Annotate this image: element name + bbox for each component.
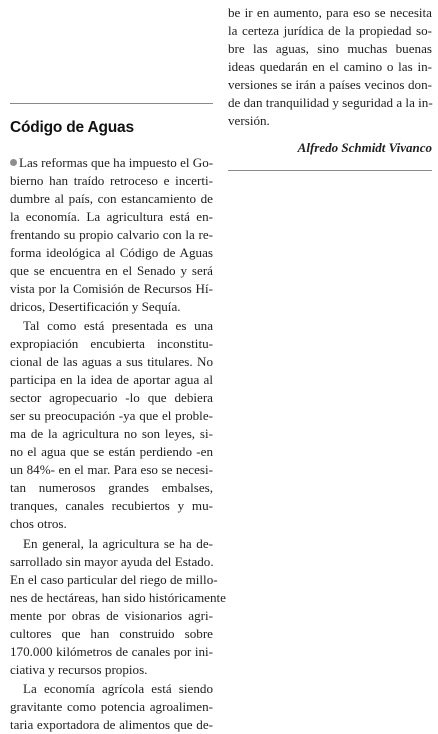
author-signature: Alfredo Schmidt Vivanco	[297, 140, 432, 155]
body-line: chos otros.	[10, 516, 67, 531]
top-rule-left	[10, 103, 213, 104]
body-line: mente por obras de visionarios agri-	[10, 608, 213, 623]
body-line: cional de las aguas a sus titulares. No	[10, 354, 213, 369]
body-line: dricos, Desertificación y Sequía.	[10, 299, 181, 314]
body-line: un 84%- en el mar. Para eso se necesi-	[10, 462, 213, 477]
body-line: bierno han traído retroceso e incerti-	[10, 173, 213, 188]
body-line: vista por la Comisión de Recursos Hí-	[10, 281, 213, 296]
body-line: la certeza jurídica de la propiedad so-	[228, 23, 432, 38]
body-line: versión.	[228, 113, 270, 128]
body-line: ideas quedarán en el camino o las in-	[228, 59, 432, 74]
body-line: sector agropecuario -lo que debiera	[10, 390, 213, 405]
body-line: sarrollado sin mayor ayuda del Estado.	[10, 554, 214, 569]
body-line: participa en la idea de aportar agua al	[10, 372, 213, 387]
body-line: La economía agrícola está siendo	[23, 681, 213, 696]
body-line: tranques, canales recubiertos y mu-	[10, 498, 213, 513]
body-line: gravitante como potencia agroalimen-	[10, 699, 213, 714]
body-line: expropiación encubierta inconstitu-	[10, 336, 213, 351]
body-line: En el caso particular del riego de millo-	[10, 572, 218, 587]
body-line: cultores que han construido sobre	[10, 626, 213, 641]
article-headline: Código de Aguas	[10, 119, 134, 136]
body-line: taria exportadora de alimentos que de-	[10, 717, 213, 732]
body-line: 170.000 kilómetros de canales por ini-	[10, 644, 213, 659]
body-line: forma ideológica al Código de Aguas	[10, 245, 213, 260]
body-line: dumbre al país, con estancamiento de	[10, 191, 213, 206]
body-line: ser su preocupación -ya que el proble-	[10, 408, 213, 423]
bullet-icon	[10, 159, 17, 166]
body-line: Tal como está presentada es una	[23, 318, 213, 333]
body-line: de dan tranquilidad y seguridad a la in-	[228, 95, 433, 110]
body-line: Las reformas que ha impuesto el Go-	[10, 154, 213, 172]
body-line: nes de hectáreas, han sido históricamente	[10, 590, 226, 605]
body-line: versiones se irán a países vecinos don-	[228, 77, 432, 92]
body-line: bre las aguas, sino muchas buenas	[228, 41, 432, 56]
body-line: En general, la agricultura se ha de-	[23, 536, 213, 551]
body-line: no el agua que se están perdiendo -en	[10, 444, 213, 459]
body-line: que se encuentra en el Senado y será	[10, 263, 213, 278]
body-line: ciativa y recursos propios.	[10, 662, 148, 677]
body-line: la economía. La agricultura está en-	[10, 209, 213, 224]
body-line: tan numerosos grandes embalses,	[10, 480, 213, 495]
bottom-rule-right	[228, 170, 432, 171]
body-line: ma de la agricultura no son leyes, si-	[10, 426, 213, 441]
body-line: frentando su propio calvario con la re-	[10, 227, 213, 242]
body-line: be ir en aumento, para eso se necesita	[228, 5, 432, 20]
